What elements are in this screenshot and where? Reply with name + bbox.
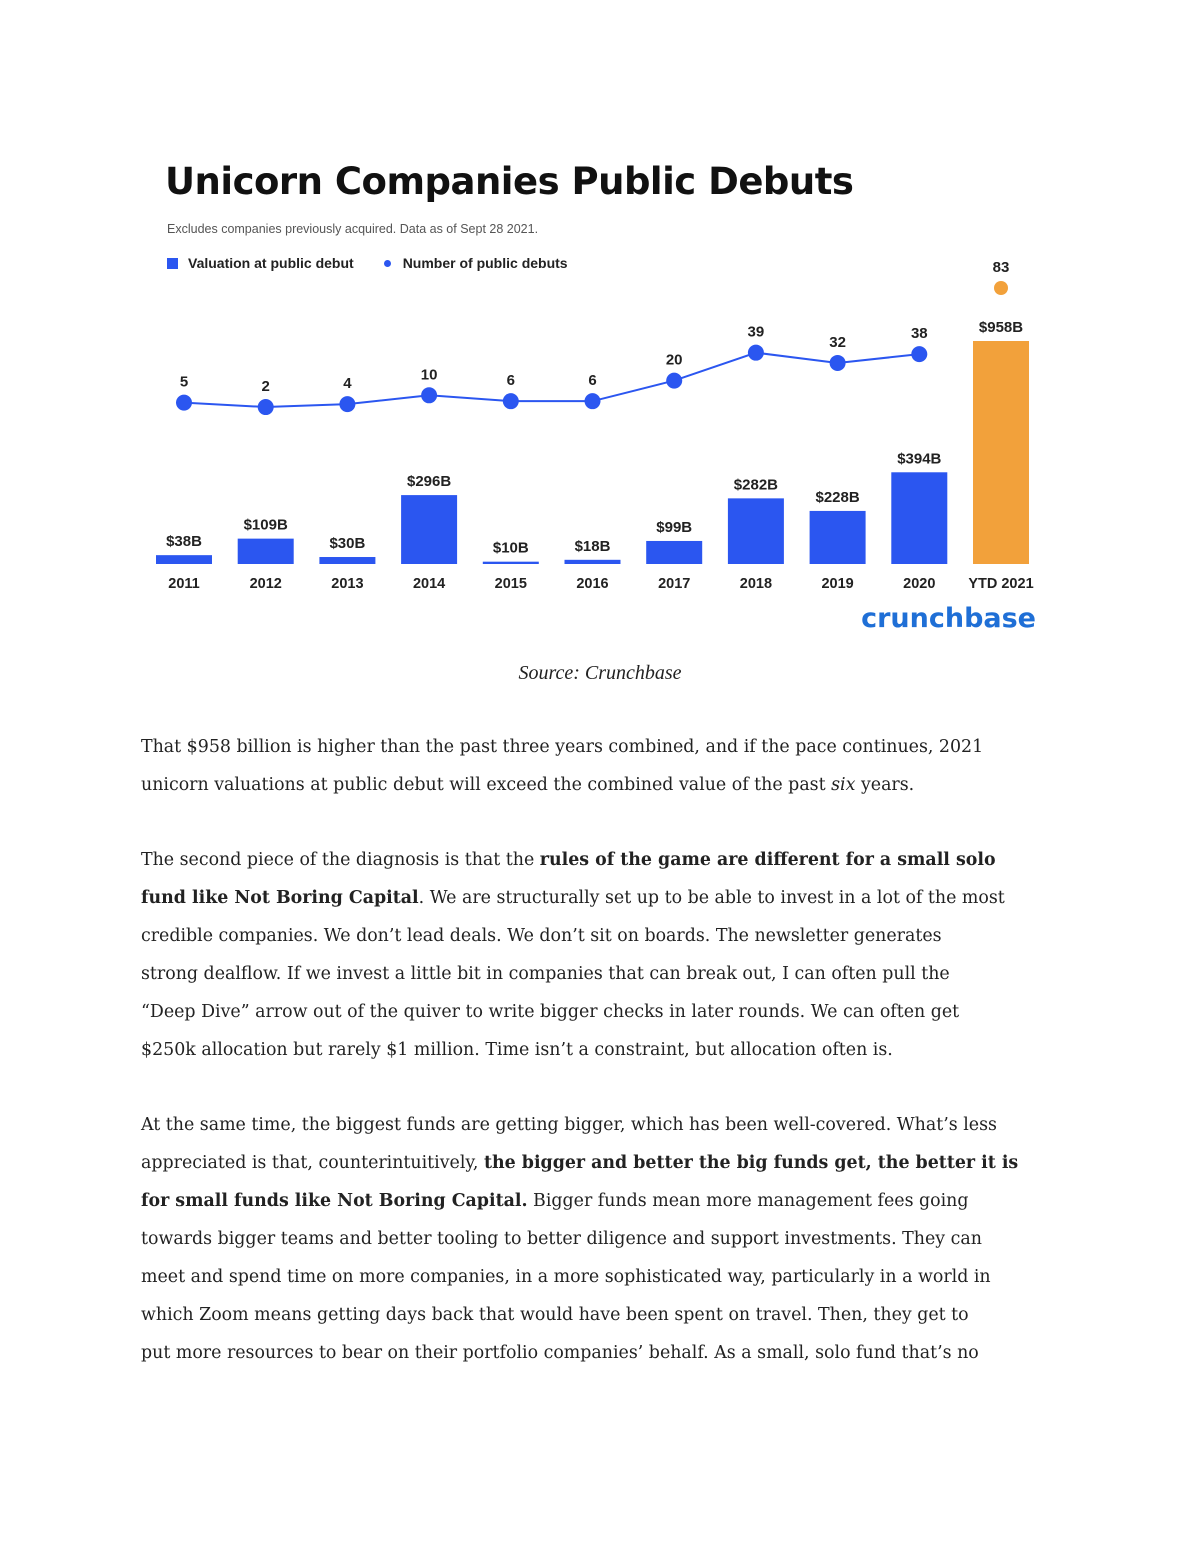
bar-value-label: $296B [406, 473, 452, 491]
article-body [141, 728, 1071, 1409]
x-tick-label: 2016 [576, 576, 609, 592]
text-line: appreciated is that, counterintuitively, the bigger and better the big funds get, the better it is [141, 1153, 1019, 1173]
bar-2012 [238, 539, 294, 564]
paragraph-2 [141, 841, 1071, 1069]
legend-label-count: Number of public debuts [402, 255, 568, 271]
bar-value-label: $18B [574, 537, 611, 555]
emphasis-text: six [831, 775, 856, 795]
x-tick-label: 2013 [331, 576, 364, 592]
point-value-label: 32 [829, 333, 846, 351]
bar-2019 [810, 511, 866, 564]
bar-value-label: $99B [656, 518, 693, 536]
line-point-2011 [176, 395, 192, 411]
point-value-label: 83 [992, 259, 1010, 276]
x-tick-label: 2012 [249, 576, 282, 592]
line-point-2012 [258, 399, 274, 415]
bar-value-label: $10B [492, 539, 529, 557]
text-line: towards bigger teams and better tooling to better diligence and support investments. They can [141, 1229, 982, 1249]
bar-value-label: $38B [166, 533, 202, 551]
x-tick-label: 2014 [412, 576, 446, 592]
bar-value-label: $958B [978, 319, 1024, 336]
bar-value-label: $228B [815, 488, 860, 506]
point-value-label: 2 [261, 378, 270, 396]
paragraph-3 [141, 1106, 1071, 1372]
x-tick-label: 2017 [658, 576, 691, 592]
bar-2014 [401, 495, 457, 564]
x-tick-label: 2019 [821, 576, 854, 592]
text-line: put more resources to bear on their portfolio companies’ behalf. As a small, solo fund that’s no [141, 1343, 979, 1363]
bar-2015 [483, 562, 539, 564]
bar-2013 [319, 557, 375, 564]
point-value-label: 6 [588, 372, 597, 390]
text-line: “Deep Dive” arrow out of the quiver to write bigger checks in later rounds. We can often get [141, 1002, 960, 1022]
line-point-2020 [911, 346, 927, 362]
bar-value-label: $109B [243, 516, 288, 534]
bar-2011 [156, 555, 212, 564]
bar-2020 [891, 472, 947, 564]
line-point-2014 [421, 387, 437, 403]
bold-text: rules of the game are different for a small solo [539, 850, 996, 870]
point-value-label: 5 [179, 373, 189, 391]
line-point-2017 [666, 373, 682, 389]
series-line-debuts [184, 353, 919, 407]
line-point-2019 [830, 355, 846, 371]
text-line: At the same time, the biggest funds are getting bigger, which has been well-covered. What’s less [141, 1115, 997, 1135]
point-value-label: 38 [910, 325, 928, 343]
point-value-label: 39 [747, 323, 765, 341]
chart [140, 140, 1060, 640]
bold-text: the bigger and better the big funds get, the better it is [483, 1153, 1019, 1173]
text-line: meet and spend time on more companies, in a more sophisticated way, particularly in a world in [141, 1267, 991, 1287]
text-line: The second piece of the diagnosis is that the rules of the game are different for a small solo [141, 850, 996, 870]
bar-2017 [646, 541, 702, 564]
bar-value-label: $394B [897, 450, 942, 468]
bold-text: fund like Not Boring Capital [141, 888, 419, 908]
chart-title: Unicorn Companies Public Debuts [165, 160, 854, 203]
bar-2018 [728, 498, 784, 564]
paragraph-1 [141, 728, 1071, 804]
x-tick-label: 2020 [903, 576, 936, 592]
x-tick-label: 2015 [494, 576, 527, 592]
line-point-2013 [339, 396, 355, 412]
point-value-label: 6 [506, 372, 515, 390]
x-tick-label: 2018 [739, 576, 773, 592]
line-point-2015 [503, 393, 519, 409]
bar-value-label: $30B [329, 535, 366, 553]
chart-plot [140, 140, 1060, 640]
line-point-2016 [585, 393, 601, 409]
bold-text: for small funds like Not Boring Capital. [141, 1191, 528, 1211]
x-tick-label: 2011 [168, 576, 200, 592]
chart-subtitle: Excludes companies previously acquired. Data as of Sept 28 2021. [167, 222, 539, 236]
text-line: strong dealflow. If we invest a little bit in companies that can break out, I can often pull the [141, 964, 950, 984]
bar-YTD 2021 [973, 341, 1029, 564]
text-line: unicorn valuations at public debut will exceed the combined value of the past six years. [141, 775, 915, 795]
text-line: which Zoom means getting days back that would have been spent on travel. Then, they get to [141, 1305, 969, 1325]
text-line: for small funds like Not Boring Capital. Bigger funds mean more management fees going [141, 1191, 969, 1211]
text-line: $250k allocation but rarely $1 million. Time isn’t a constraint, but allocation often is. [141, 1040, 893, 1060]
figure-caption: Source: Crunchbase [518, 662, 682, 684]
text-line: That $958 billion is higher than the past three years combined, and if the pace continues, 2021 [141, 737, 984, 757]
crunchbase-logo: crunchbase [861, 603, 1036, 634]
line-point-YTD 2021 [994, 281, 1008, 295]
text-line: fund like Not Boring Capital. We are structurally set up to be able to invest in a lot of the most [141, 888, 1005, 908]
bar-value-label: $282B [733, 476, 779, 494]
line-point-2018 [748, 345, 764, 361]
x-tick-label: YTD 2021 [968, 576, 1034, 592]
text-line: credible companies. We don’t lead deals. We don’t sit on boards. The newsletter generates [141, 926, 942, 946]
point-value-label: 4 [343, 375, 352, 393]
point-value-label: 20 [665, 351, 683, 369]
legend-label-valuation: Valuation at public debut [188, 255, 354, 271]
point-value-label: 10 [420, 366, 438, 384]
bar-2016 [565, 560, 621, 564]
